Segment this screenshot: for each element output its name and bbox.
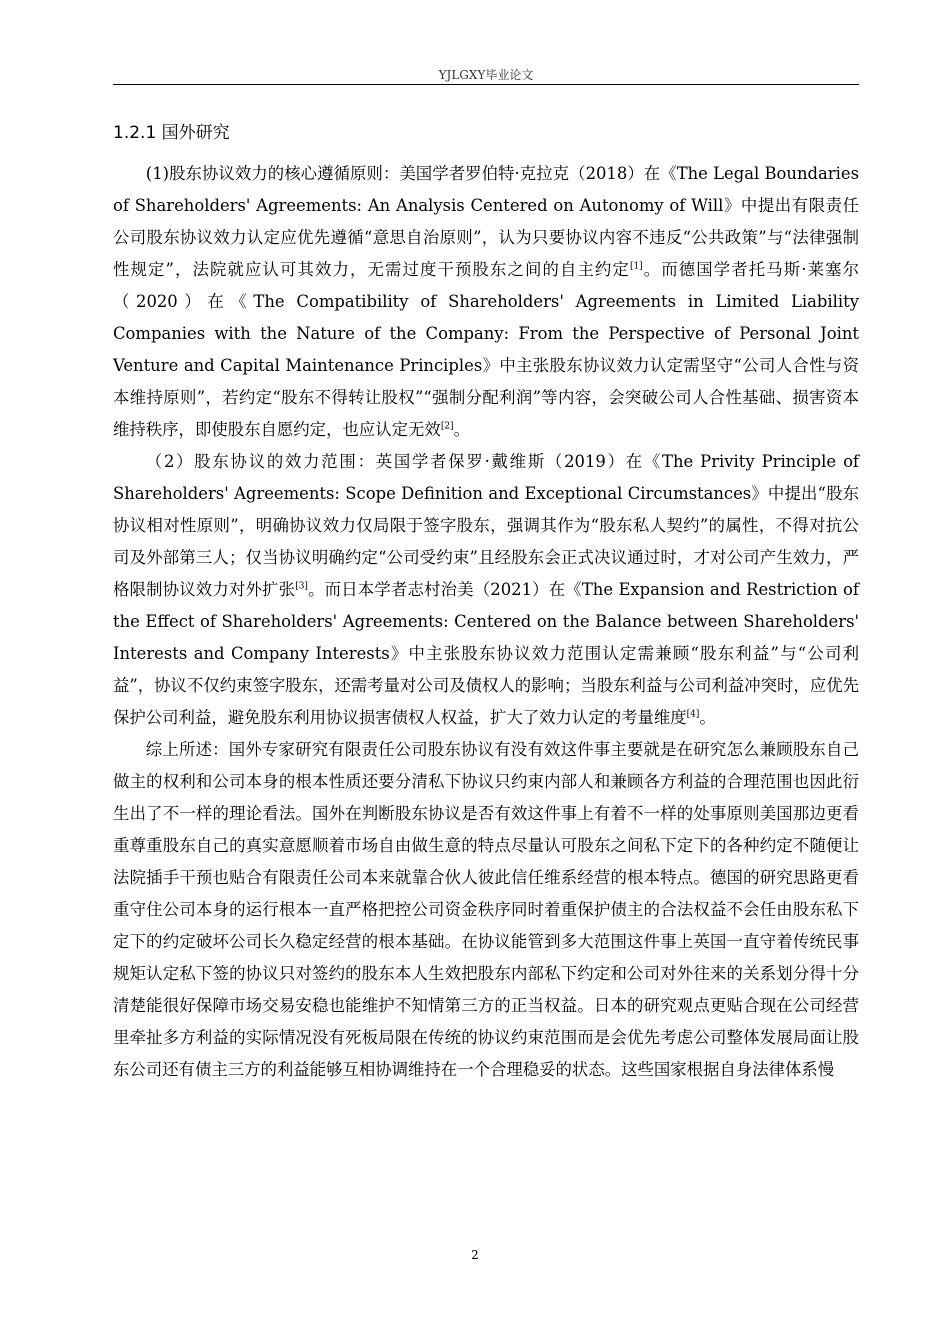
page-header: YJLGXY毕业论文	[438, 68, 534, 82]
paragraph-text: 。而日本学者志村治美（2021）在《The Expansion and Restriction of the Effect of Shareholders' Agreements: Centered on the Balance between Shareholders' Interests and Company Interests》中主张股东协议效力范围认定需兼顾“股东利益”与“公司利益”，协议不仅约束签字股东，还需考量对公司及债权人的影响；当股东利益与公司利益冲突时，应优先保护公司利益，避免股东利用协议损害债权人权益，扩大了效力认定的考量维度	[113, 580, 859, 727]
paragraph-1	[113, 158, 859, 446]
paragraph-text: （2）股东协议的效力范围：英国学者保罗·戴维斯（2019）在《The Privity Principle of Shareholders' Agreements: Scope Definition and Exceptional Circumstances》中提出“股东协议相对性原则”，明确协议效力仅局限于签字股东，强调其作为“股东私人契约”的属性，不得对抗公司及外部第三人；仅当协议明确约定“公司受约束”且经股东会正式决议通过时，才对公司产生效力，严格限制协议效力对外扩张	[113, 452, 859, 599]
paragraph-2	[113, 446, 859, 734]
paragraph-text: (1)股东协议效力的核心遵循原则：美国学者罗伯特·克拉克（2018）在《The Legal Boundaries of Shareholders' Agreements: An Analysis Centered on Autonomy of Will》中提出有限责任公司股东协议效力认定应优先遵循“意思自治原则”，认为只要协议内容不违反“公共政策”与“法律强制性规定”，法院就应认可其效力，无需过度干预股东之间的自主约定	[113, 164, 859, 279]
citation-marker: [1]	[629, 261, 643, 272]
paragraph-text: 综上所述：国外专家研究有限责任公司股东协议有没有效这件事主要就是在研究怎么兼顾股东自己做主的权利和公司本身的根本性质还要分清私下协议只约束内部人和兼顾各方利益的合理范围也因此衍生出了不一样的理论看法。国外在判断股东协议是否有效这件事上有着不一样的处事原则美国那边更看重尊重股东自己的真实意愿顺着市场自由做生意的特点尽量认可股东之间私下定下的各种约定不随便让法院插手干预也贴合有限责任公司本来就靠合伙人彼此信任维系经营的根本特点。德国的研究思路更看重守住公司本身的运行根本一直严格把控公司资金秩序同时着重保护债主的合法权益不会任由股东私下定下的约定破坏公司长久稳定经营的根本基础。在协议能管到多大范围这件事上英国一直守着传统民事规矩认定私下签的协议只对签约的股东本人生效把股东内部私下约定和公司对外往来的关系划分得十分清楚能很好保障市场交易安稳也能维护不知情第三方的正当权益。日本的研究观点更贴合现在公司经营里牵扯多方利益的实际情况没有死板局限在传统的协议约束范围而是会优先考虑公司整体发展局面让股东公司还有债主三方的利益能够互相协调维持在一个合理稳妥的状态。这些国家根据自身法律体系慢	[113, 740, 859, 1079]
citation-marker: [2]	[440, 421, 454, 432]
paragraph-text: 。而德国学者托马斯·莱塞尔（2020）在《The Compatibility of Shareholders' Agreements in Limited Liability Companies with the Nature of the Company: From the Perspective of Personal Joint Venture and Capital Maintenance Principles》中主张股东协议效力认定需坚守“公司人合性与资本维持原则”，若约定“股东不得转让股权”“强制分配利润”等内容，会突破公司人合性基础、损害资本维持秩序，即使股东自愿约定，也应认定无效	[113, 260, 859, 439]
paragraph-text: 。	[453, 420, 470, 439]
header-divider	[113, 84, 859, 85]
paragraph-text: 。	[699, 708, 716, 727]
body-text	[113, 158, 859, 1086]
paragraph-3	[113, 734, 859, 1086]
section-heading: 1.2.1 国外研究	[113, 123, 230, 143]
page-number: 2	[471, 1248, 479, 1262]
citation-marker: [3]	[295, 581, 308, 592]
citation-marker: [4]	[686, 709, 700, 720]
